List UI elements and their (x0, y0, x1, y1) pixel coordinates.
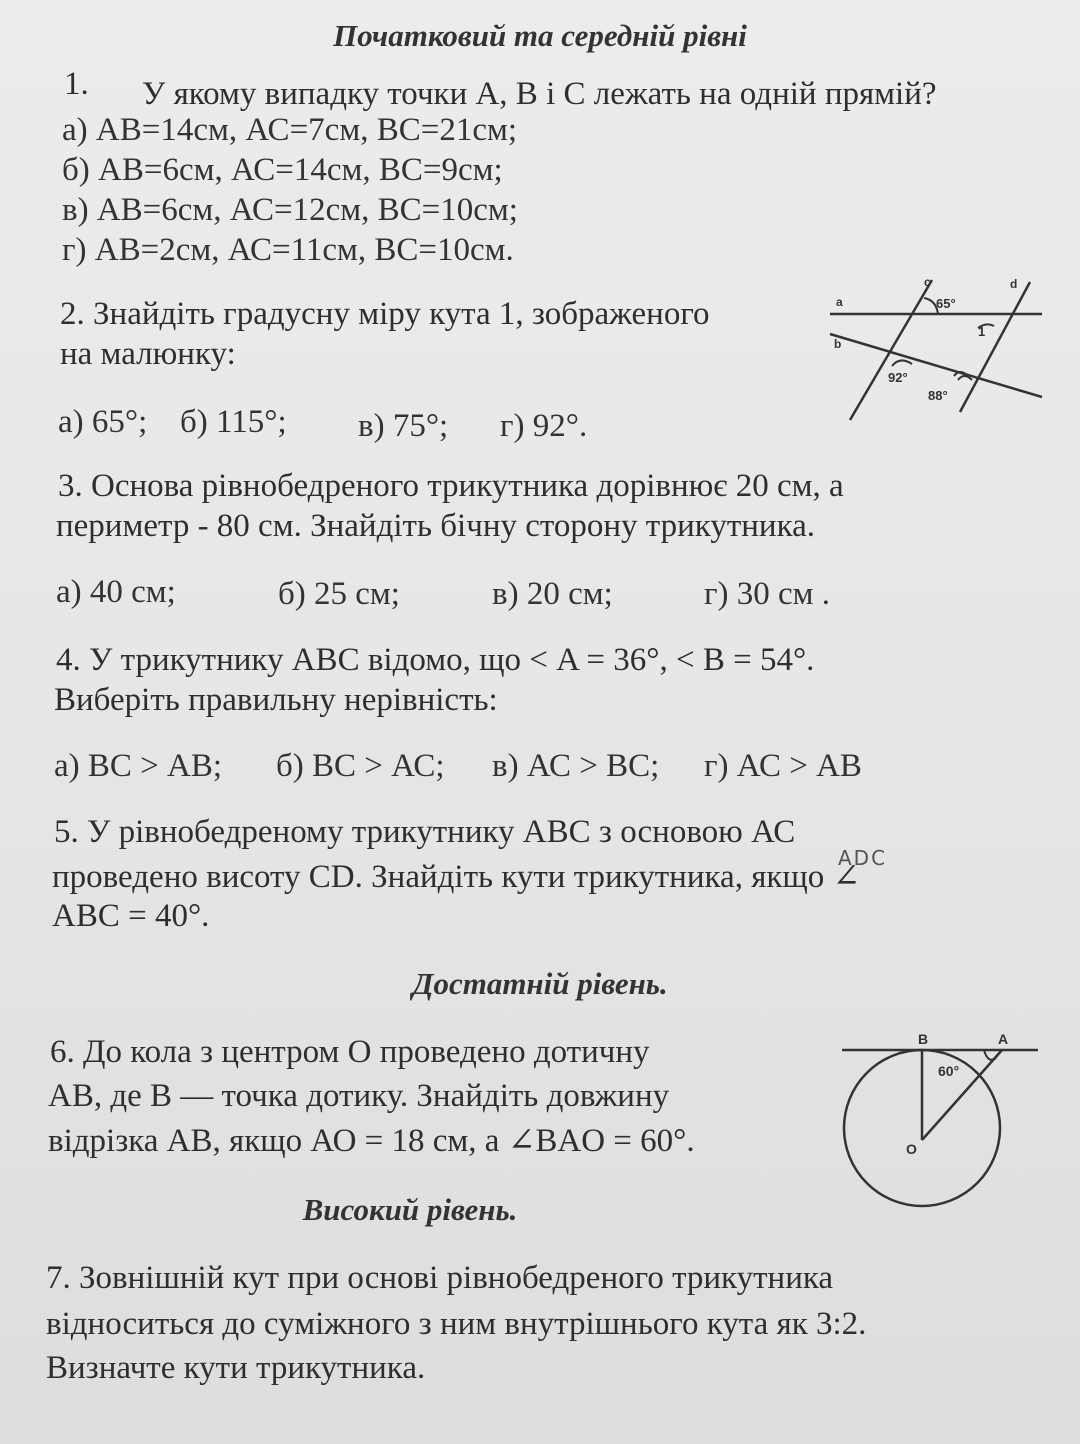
q3-text-line1: 3. Основа рівнобедреного трикутника дорівнює 20 см, а (58, 468, 844, 504)
q1-number: 1. (64, 66, 89, 102)
q6-text-line1: 6. До кола з центром O проведено дотичну (50, 1034, 650, 1070)
fig-label-O: O (906, 1141, 917, 1157)
q7-text-line2: відноситься до суміжного з ним внутрішнього кута як 3:2. (46, 1306, 867, 1342)
q2-option-c: в) 75°; (358, 408, 449, 444)
q2-option-a: а) 65°; (58, 404, 148, 440)
q6-figure-circle-tangent (838, 1024, 1048, 1210)
q2-text-line1: 2. Знайдіть градусну міру кута 1, зображеного (60, 296, 710, 332)
section-heading-high: Високий рівень. (302, 1192, 518, 1227)
q3-option-d: г) 30 см . (704, 576, 831, 612)
q5-text-line3: АВС = 40°. (52, 898, 210, 934)
q7-text-line1: 7. Зовнішній кут при основі рівнобедреного трикутника (46, 1260, 834, 1296)
q1-option-b: б) АВ=6см, АС=14см, ВС=9см; (62, 152, 503, 188)
q2-option-b: б) 115°; (180, 404, 287, 440)
q3-option-b: б) 25 см; (278, 576, 400, 612)
fig-label-c: c (924, 275, 931, 289)
fig-label-60: 60° (938, 1063, 960, 1079)
q4-text-line1: 4. У трикутнику АВС відомо, що < A = 36°, < B = 54°. (56, 642, 815, 678)
q1-text: У якому випадку точки А, В і С лежать на одній прямій? (142, 76, 937, 112)
q4-text-line2: Виберіть правильну нерівність: (54, 682, 498, 718)
q1-option-c: в) АВ=6см, АС=12см, ВС=10см; (62, 192, 518, 228)
fig-label-65: 65° (936, 296, 956, 311)
section-heading-sufficient: Достатній рівень. (412, 966, 668, 1001)
fig-label-a: a (836, 295, 843, 309)
q1-option-a: а) АВ=14см, АС=7см, ВС=21см; (62, 112, 518, 148)
fig-label-angle1: 1 (978, 324, 986, 339)
q5-text-line1: 5. У рівнобедреному трикутнику АВС з основою АС (54, 814, 796, 850)
section-heading-basic: Початковий та середній рівні (333, 18, 747, 53)
q4-option-b: б) ВС > АС; (276, 748, 445, 784)
q4-option-a: а) ВС > АВ; (54, 748, 223, 784)
fig-label-A: A (998, 1031, 1009, 1047)
q2-figure-parallel-lines (820, 272, 1050, 422)
fig-label-92: 92° (888, 370, 908, 385)
q2-option-d: г) 92°. (500, 408, 588, 444)
q2-text-line2: на малюнку: (60, 336, 236, 372)
q4-option-c: в) АС > ВС; (492, 748, 660, 784)
q1-option-d: г) АВ=2см, АС=11см, ВС=10см. (62, 232, 514, 268)
q5-handwritten-note: АDС (838, 846, 888, 870)
q6-text-line2: AB, де В — точка дотику. Знайдіть довжину (48, 1078, 670, 1114)
q7-text-line3: Визначте кути трикутника. (46, 1350, 426, 1386)
fig-label-d: d (1010, 277, 1018, 291)
fig-label-B: B (918, 1031, 929, 1047)
q3-text-line2: периметр - 80 см. Знайдіть бічну сторону трикутника. (56, 508, 815, 544)
q3-option-c: в) 20 см; (492, 576, 613, 612)
fig-label-88: 88° (928, 388, 948, 403)
q3-option-a: а) 40 см; (56, 574, 176, 610)
q5-text-line2: проведено висоту СD. Знайдіть кути трикутника, якщо ∠ (52, 859, 861, 895)
fig-label-b: b (834, 337, 842, 351)
q6-text-line3: відрізка АВ, якщо АО = 18 см, а ∠BAO = 60°. (48, 1123, 695, 1159)
q4-option-d: г) АС > АВ (704, 748, 862, 784)
